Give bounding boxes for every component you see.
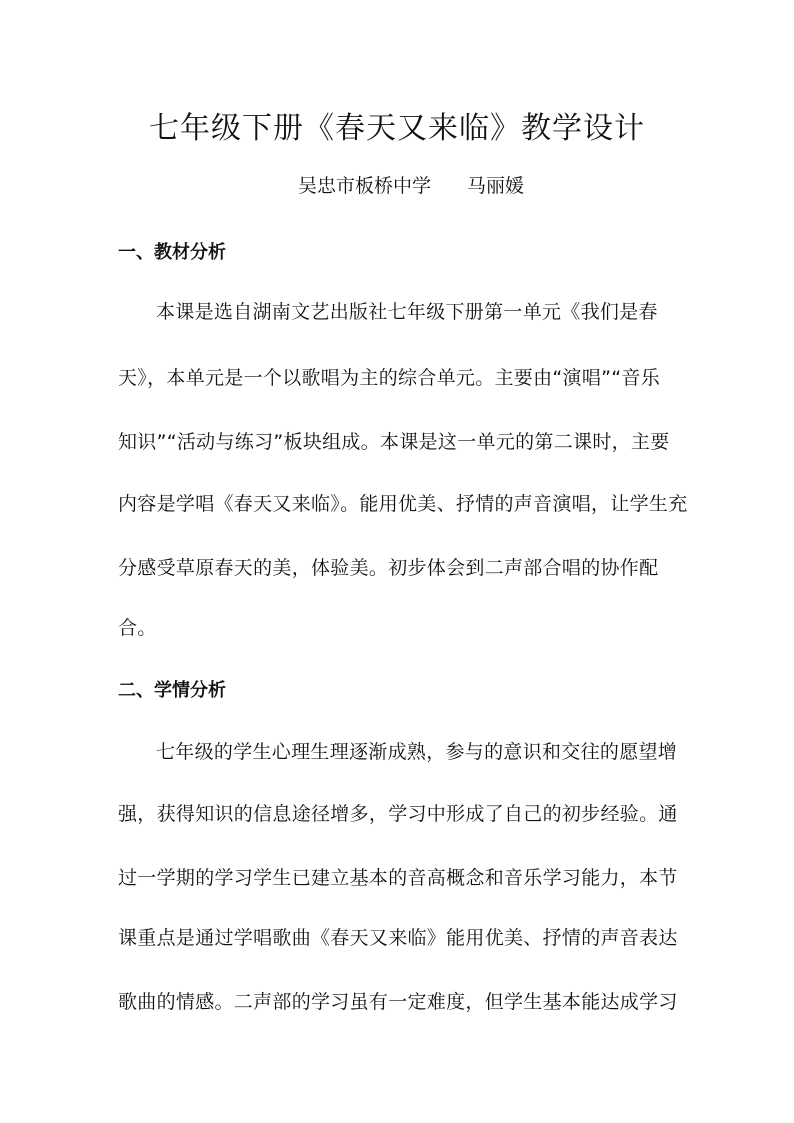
paragraph-line: 课重点是通过学唱歌曲《春天又来临》能用优美、抒情的声音表达 <box>118 927 678 949</box>
paragraph-line: 过一学期的学习学生已建立基本的音高概念和音乐学习能力，本节 <box>118 867 678 889</box>
paragraph-line: 本课是选自湖南文艺出版社七年级下册第一单元《我们是春 <box>156 301 658 323</box>
author-school: 吴忠市板桥中学 <box>298 175 432 197</box>
paragraph-line: 合。 <box>118 617 157 639</box>
author-name: 马丽媛 <box>467 175 525 197</box>
paragraph-line: 知识”“活动与练习”板块组成。本课是这一单元的第二课时，主要 <box>118 431 670 453</box>
paragraph-line: 强，获得知识的信息途径增多，学习中形成了自己的初步经验。通 <box>118 803 678 825</box>
paragraph-line: 内容是学唱《春天又来临》。能用优美、抒情的声音演唱，让学生充 <box>118 493 688 515</box>
paragraph-line: 歌曲的情感。二声部的学习虽有一定难度，但学生基本能达成学习 <box>118 991 678 1013</box>
section-heading-materials: 一、教材分析 <box>118 242 226 263</box>
document-title: 七年级下册《春天又来临》教学设计 <box>149 111 645 146</box>
section-heading-students: 二、学情分析 <box>118 680 226 701</box>
author-line <box>298 172 524 200</box>
paragraph-line: 分感受草原春天的美，体验美。初步体会到二声部合唱的协作配 <box>118 557 659 579</box>
paragraph-line: 七年级的学生心理生理逐渐成熟，参与的意识和交往的愿望增 <box>156 741 678 763</box>
paragraph-line: 天》，本单元是一个以歌唱为主的综合单元。主要由“演唱”“音乐 <box>118 367 661 389</box>
